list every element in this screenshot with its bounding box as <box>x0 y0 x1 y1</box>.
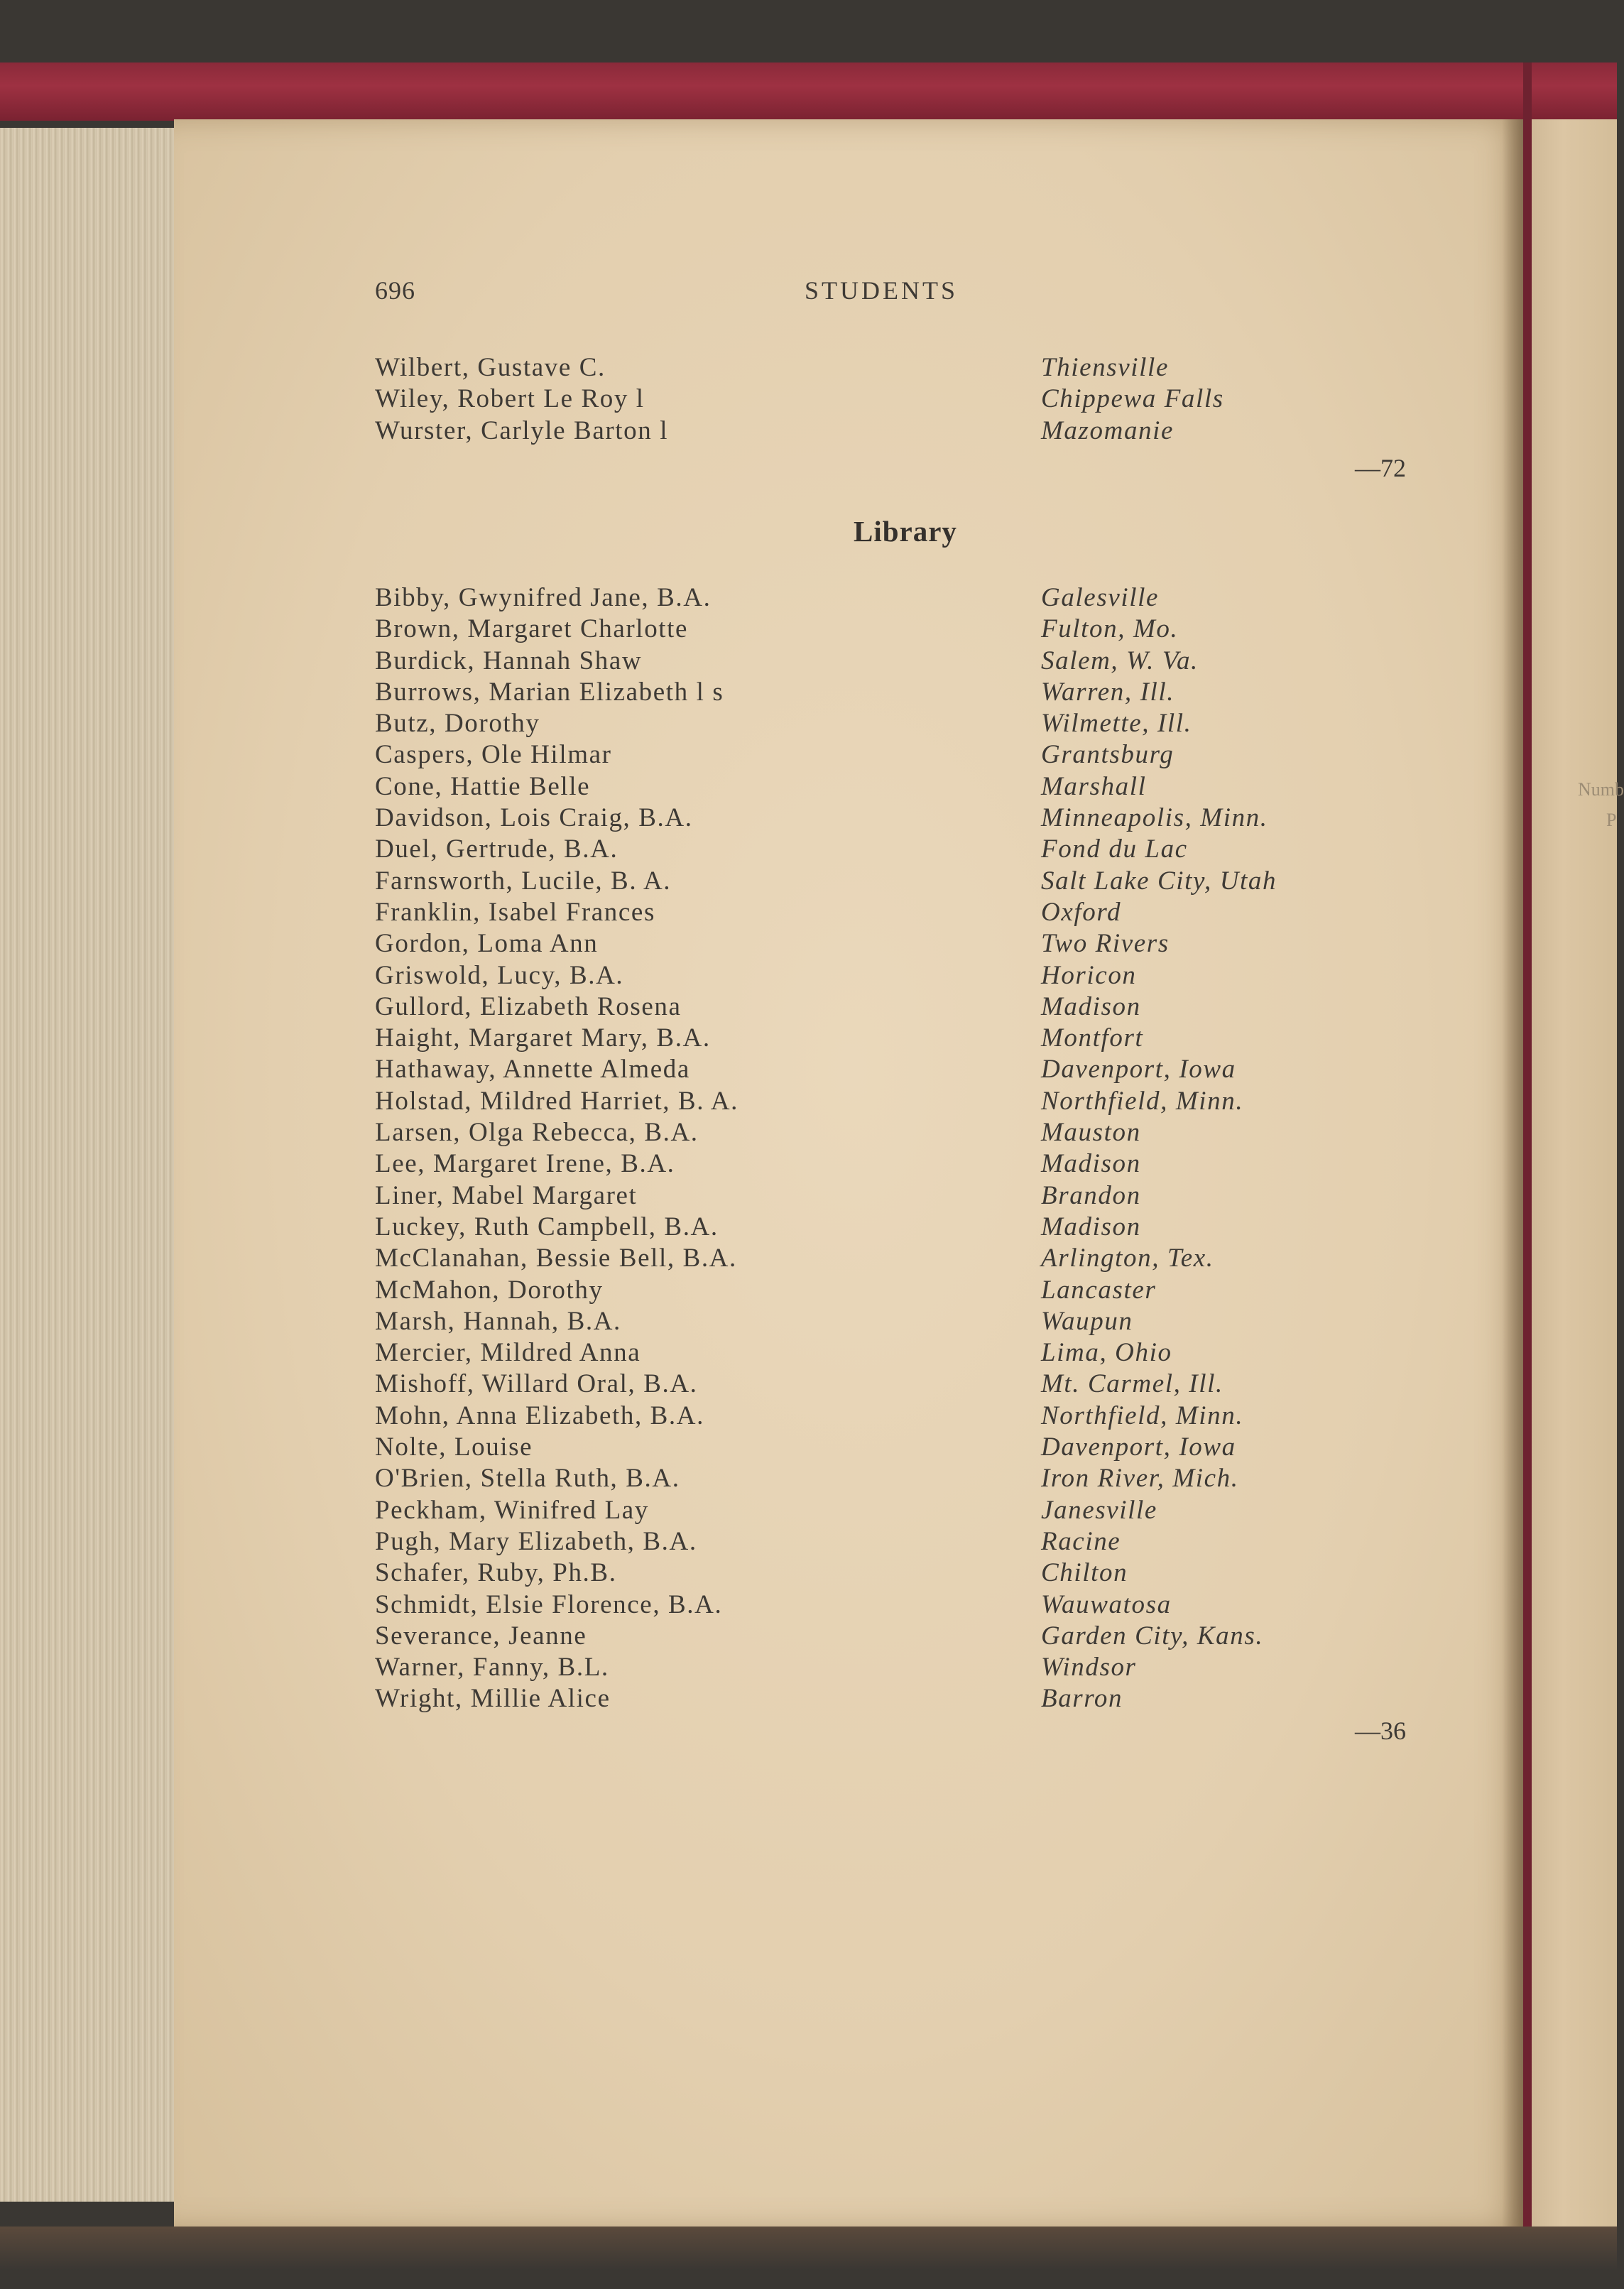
student-name: Burdick, Hannah Shaw <box>375 646 643 675</box>
student-name: Severance, Jeanne <box>375 1621 587 1651</box>
student-hometown: Fond du Lac <box>1041 834 1188 864</box>
student-name: Franklin, Isabel Frances <box>375 897 655 927</box>
student-hometown: Madison <box>1041 991 1141 1021</box>
student-name: Davidson, Lois Craig, B.A. <box>375 803 693 833</box>
student-hometown: Salt Lake City, Utah <box>1041 866 1277 896</box>
student-hometown: Brandon <box>1041 1180 1141 1210</box>
page-edges <box>0 128 185 2202</box>
page-number: 696 <box>375 276 415 305</box>
student-hometown: Montfort <box>1041 1023 1144 1053</box>
student-name: Farnsworth, Lucile, B. A. <box>375 866 672 896</box>
student-hometown: Warren, Ill. <box>1041 677 1175 707</box>
student-name: Lee, Margaret Irene, B.A. <box>375 1149 675 1179</box>
student-name: Haight, Margaret Mary, B.A. <box>375 1023 711 1053</box>
student-hometown: Thiensville <box>1041 353 1169 382</box>
student-hometown: Janesville <box>1041 1495 1157 1525</box>
student-hometown: Two Rivers <box>1041 929 1170 959</box>
student-hometown: Galesville <box>1041 583 1160 612</box>
student-hometown: Waupun <box>1041 1306 1133 1336</box>
student-name: Larsen, Olga Rebecca, B.A. <box>375 1118 699 1148</box>
student-hometown: Minneapolis, Minn. <box>1041 803 1268 833</box>
student-name: Gordon, Loma Ann <box>375 929 599 959</box>
running-title: STUDENTS <box>805 276 959 305</box>
student-name: Marsh, Hannah, B.A. <box>375 1306 621 1336</box>
student-name: Duel, Gertrude, B.A. <box>375 834 618 864</box>
student-hometown: Oxford <box>1041 897 1122 927</box>
student-name: Warner, Fanny, B.L. <box>375 1653 609 1682</box>
library-names <box>375 582 739 1715</box>
student-hometown: Windsor <box>1041 1653 1137 1682</box>
student-hometown: Salem, W. Va. <box>1041 646 1199 675</box>
student-hometown: Madison <box>1041 1149 1141 1179</box>
student-hometown: Lima, Ohio <box>1041 1338 1172 1368</box>
student-hometown: Barron <box>1041 1684 1123 1714</box>
student-name: McMahon, Dorothy <box>375 1275 604 1305</box>
student-name: O'Brien, Stella Ruth, B.A. <box>375 1464 680 1494</box>
facing-page-fragment: Numb <box>1578 779 1624 800</box>
student-hometown: Chippewa Falls <box>1041 384 1224 414</box>
student-name: McClanahan, Bessie Bell, B.A. <box>375 1244 737 1273</box>
student-name: Butz, Dorothy <box>375 709 540 739</box>
student-name: Holstad, Mildred Harriet, B. A. <box>375 1086 739 1116</box>
student-hometown: Davenport, Iowa <box>1041 1432 1236 1462</box>
facing-page-edge <box>1527 119 1617 2229</box>
student-name: Wilbert, Gustave C. <box>375 353 606 382</box>
student-hometown: Mazomanie <box>1041 415 1175 445</box>
student-name: Wiley, Robert Le Roy l <box>375 384 645 414</box>
student-hometown: Horicon <box>1041 960 1137 990</box>
student-hometown: Iron River, Mich. <box>1041 1464 1239 1494</box>
student-hometown: Arlington, Tex. <box>1041 1244 1214 1273</box>
student-hometown: Racine <box>1041 1526 1121 1556</box>
student-name: Cone, Hattie Belle <box>375 771 591 801</box>
student-name: Hathaway, Annette Almeda <box>375 1055 690 1084</box>
student-name: Schafer, Ruby, Ph.B. <box>375 1558 617 1588</box>
student-name: Bibby, Gwynifred Jane, B.A. <box>375 583 712 612</box>
student-name: Caspers, Ole Hilmar <box>375 740 612 770</box>
previous-section-places <box>1041 352 1224 447</box>
student-name: Peckham, Winifred Lay <box>375 1495 649 1525</box>
student-hometown: Davenport, Iowa <box>1041 1055 1236 1084</box>
student-name: Mohn, Anna Elizabeth, B.A. <box>375 1401 704 1430</box>
student-name: Brown, Margaret Charlotte <box>375 614 689 644</box>
student-name: Wurster, Carlyle Barton l <box>375 415 669 445</box>
previous-section-total: —72 <box>1355 454 1406 482</box>
student-hometown: Fulton, Mo. <box>1041 614 1179 644</box>
book-binding-spine <box>1523 62 1532 2289</box>
facing-page-fragment: P <box>1606 810 1617 830</box>
book-binding-bottom <box>0 2227 1617 2289</box>
student-hometown: Wauwatosa <box>1041 1589 1172 1619</box>
student-name: Gullord, Elizabeth Rosena <box>375 991 682 1021</box>
previous-section-names <box>375 352 668 447</box>
student-hometown: Madison <box>1041 1212 1141 1241</box>
student-hometown: Northfield, Minn. <box>1041 1086 1244 1116</box>
student-name: Mercier, Mildred Anna <box>375 1338 641 1368</box>
library-section-total: —36 <box>1355 1717 1406 1745</box>
student-name: Burrows, Marian Elizabeth l s <box>375 677 724 707</box>
student-hometown: Northfield, Minn. <box>1041 1401 1244 1430</box>
student-hometown: Grantsburg <box>1041 740 1175 770</box>
student-hometown: Chilton <box>1041 1558 1128 1588</box>
book-binding-top <box>0 62 1617 121</box>
student-name: Luckey, Ruth Campbell, B.A. <box>375 1212 719 1241</box>
library-places <box>1041 582 1277 1715</box>
student-name: Liner, Mabel Margaret <box>375 1180 638 1210</box>
section-title-library: Library <box>854 515 957 548</box>
student-name: Schmidt, Elsie Florence, B.A. <box>375 1589 723 1619</box>
student-name: Mishoff, Willard Oral, B.A. <box>375 1369 698 1399</box>
student-hometown: Mt. Carmel, Ill. <box>1041 1369 1224 1399</box>
student-hometown: Marshall <box>1041 771 1147 801</box>
student-hometown: Wilmette, Ill. <box>1041 709 1192 739</box>
student-name: Wright, Millie Alice <box>375 1684 611 1714</box>
student-hometown: Mauston <box>1041 1118 1141 1148</box>
student-name: Nolte, Louise <box>375 1432 533 1462</box>
student-name: Griswold, Lucy, B.A. <box>375 960 624 990</box>
student-hometown: Garden City, Kans. <box>1041 1621 1264 1651</box>
student-name: Pugh, Mary Elizabeth, B.A. <box>375 1526 697 1556</box>
student-hometown: Lancaster <box>1041 1275 1157 1305</box>
